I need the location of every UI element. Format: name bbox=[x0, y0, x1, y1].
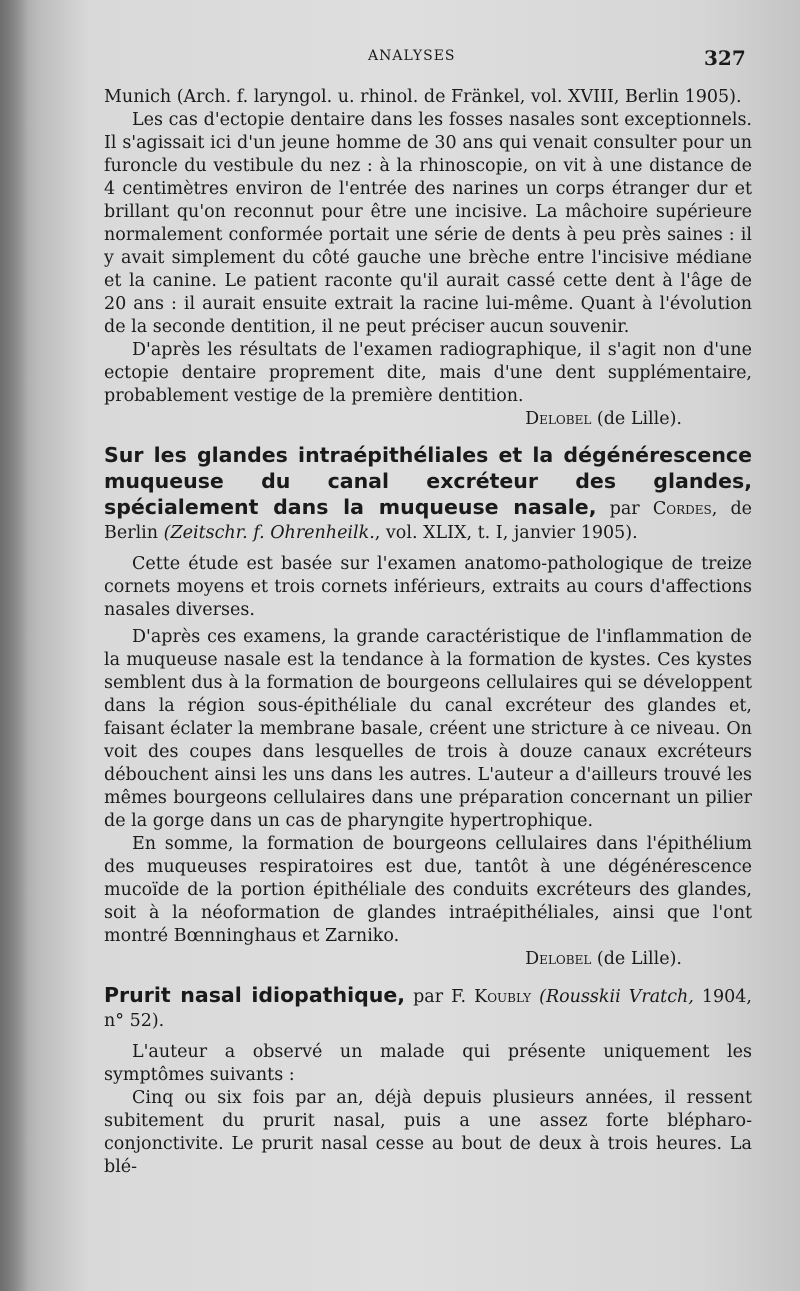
article2-paragraph-1: Cette étude est basée sur l'examen anatomo-pathologique de treize cornets moyens et trois cornets inférieurs, extraits au cours d'affections nasales diverses. bbox=[104, 554, 752, 620]
article2-journal: (Zeitschr. f. Ohrenheilk. bbox=[163, 523, 375, 543]
article1-paragraph-1: Les cas d'ectopie dentaire dans les fosses nasales sont exceptionnels. Il s'agissait ici d'un jeune homme de 30 ans qui venait consulter pour un furoncle du vestibule du nez : à la rhinoscopie, on vit à une distance de 4 centimètres environ de l'entrée des narines un corps étranger dur et brillant qu'on reconnut pour être une incisive. La mâchoire supérieure normalement conformée portait une série de dents à peu près saines : il y avait simplement du côté gauche une brèche entre l'incisive médiane et la canine. Le patient raconte qu'il aurait cassé cette dent à l'âge de 20 ans : il aurait ensuite extrait la racine lui-même. Quant à l'évolution de la seconde dentition, il ne peut préciser aucun souvenir. bbox=[104, 110, 752, 337]
signature-name: Delobel bbox=[525, 949, 592, 969]
article2-author-place: , de Berlin bbox=[104, 499, 752, 543]
article3-paragraph-2: Cinq ou six fois par an, déjà depuis plusieurs années, il ressent subitement du prurit nasal, puis a une assez forte blépharo-conjonctivite. Le prurit nasal cesse au bout de deux à trois heures. La blé- bbox=[104, 1088, 752, 1177]
article2-title: Sur les glandes intraépithéliales et la dégénérescence muqueuse du canal excréteur des glandes, spécialement dans la muqueuse nasale, bbox=[104, 443, 752, 519]
article1-reference: Munich (Arch. f. laryngol. u. rhinol. de Fränkel, vol. XVIII, Berlin 1905). bbox=[104, 87, 742, 107]
body-text bbox=[104, 86, 752, 1179]
signature-place: (de Lille). bbox=[596, 949, 682, 969]
signature-name: Delobel bbox=[525, 409, 592, 429]
article2-paragraph-3: En somme, la formation de bourgeons cellulaires dans l'épithélium des muqueuses respiratoires est due, tantôt à une dégénérescence mucoïde de la portion épithéliale des conduits excréteurs des glandes, soit à la néoformation de glandes intraépithéliales, ainsi que l'ont montré Bœnninghaus et Zarniko. bbox=[104, 834, 752, 946]
article3-journal: (Rousskii Vratch, bbox=[539, 987, 694, 1007]
article2-heading bbox=[104, 443, 752, 545]
article3-author: Koubly bbox=[474, 987, 532, 1007]
article3-title: Prurit nasal idiopathique, bbox=[104, 983, 406, 1007]
running-head: ANALYSES bbox=[368, 48, 456, 64]
page-header bbox=[0, 46, 800, 76]
article2-signature bbox=[104, 948, 682, 971]
article3-paragraph-1: L'auteur a observé un malade qui présente uniquement les symptômes suivants : bbox=[104, 1042, 752, 1085]
article3-issue: 1904, n° 52). bbox=[104, 987, 752, 1031]
signature-place: (de Lille). bbox=[596, 409, 682, 429]
article3-heading bbox=[104, 983, 752, 1033]
article2-paragraph-2: D'après ces examens, la grande caractéristique de l'inflammation de la muqueuse nasale est la tendance à la formation de kystes. Ces kystes semblent dus à la formation de bourgeons cellulaires qui se développent dans la région sous-épithéliale du canal excréteur des glandes et, faisant éclater la membrane basale, créent une stricture à ce niveau. On voit des coupes dans lesquelles de trois à douze canaux excréteurs débouchent ainsi les uns dans les autres. L'auteur a d'ailleurs trouvé les mêmes bourgeons cellulaires dans une préparation concernant un pilier de la gorge dans un cas de pharyngite hypertrophique. bbox=[104, 627, 752, 831]
article1-signature bbox=[104, 408, 682, 431]
article2-by: par bbox=[609, 499, 640, 519]
article2-author: Cordes bbox=[652, 499, 712, 519]
page-number: 327 bbox=[704, 46, 746, 70]
article1-paragraph-2: D'après les résultats de l'examen radiographique, il s'agit non d'une ectopie dentaire proprement dite, mais d'une dent supplémentaire, probablement vestige de la première dentition. bbox=[104, 340, 752, 406]
article2-volume: , vol. XLIX, t. I, janvier 1905). bbox=[374, 523, 638, 543]
article3-by: par F. bbox=[413, 987, 467, 1007]
binding-shadow bbox=[0, 0, 28, 1291]
